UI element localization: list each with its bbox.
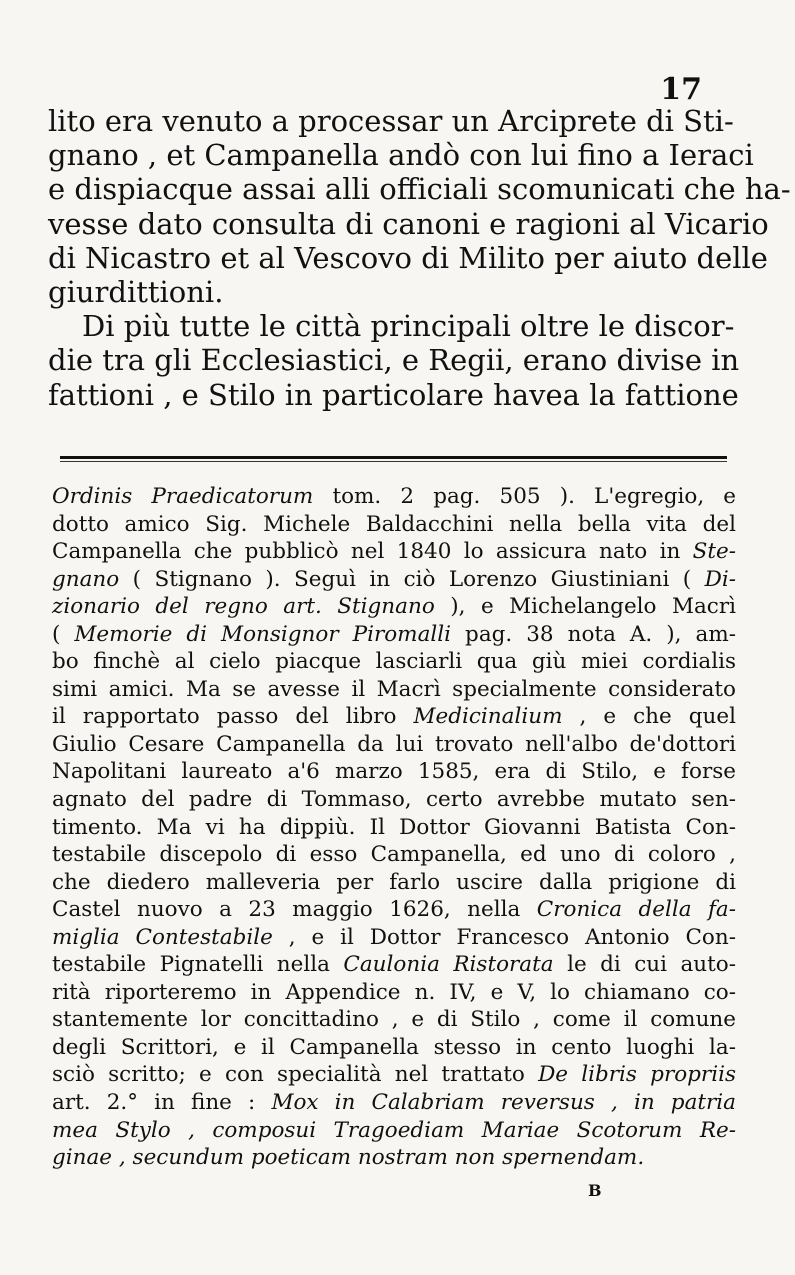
footnote-line [52,1144,736,1172]
footnote-line: degli Scrittori, e il Campanella stesso in cento luoghi la- [52,1034,736,1060]
page-number: 17 [660,72,702,107]
footnote-line: testabile discepolo di esso Campanella, ed uno di coloro , [52,842,736,868]
footnote-line: rità riporteremo in Appendice n. IV, e V, lo chiamano co- [52,979,736,1005]
italic-title: De libris propriis [538,1062,736,1088]
footnote-line [52,1061,736,1089]
main-text [48,104,791,412]
footnote-line: che diedero malleveria per farlo uscire dalla prigione di [52,869,736,895]
footnote-line: bo finchè al cielo piacque lasciarli qua giù miei cordialis [52,649,736,675]
italic-title: miglia Contestabile [52,924,273,950]
main-line: di Nicastro et al Vescovo di Milito per aiuto delle [48,240,768,275]
footnote-line [52,566,736,594]
footnote-line [52,483,736,511]
footnote-text: art. 2.° in fine : [52,1090,272,1116]
footnote-text: Campanella che pubblicò nel 1840 lo assicura nato in [52,539,693,565]
footnote-text: , e il Dottor Francesco Antonio Con- [272,924,736,950]
footnote-line [52,703,736,731]
footnote-text: il rapportato passo del libro [52,704,414,730]
footnote-line: simi amici. Ma se avesse il Macrì specialmente considerato [52,676,736,702]
main-line: vesse dato consulta di canoni e ragioni al Vicario [48,206,769,241]
italic-quote: ginae , secundum poeticam nostram non spernendam. [52,1145,645,1171]
footnote-line: dotto amico Sig. Michele Baldacchini nella bella vita del [52,511,736,537]
footnote-line: stantemente lor concittadino , e di Stilo , come il comune [52,1007,736,1033]
italic-title: Memorie di Monsignor Piromalli [74,621,452,647]
main-line: die tra gli Ecclesiastici, e Regii, erano divise in [48,343,740,378]
main-line: fattioni , e Stilo in particolare havea la fattione [48,377,739,412]
italic-title: Medicinalium [413,704,563,730]
footnote-line [52,593,736,621]
footnote [52,483,736,1172]
italic-title: zionario del regno art. Stignano [52,594,435,620]
footnote-line [52,1089,736,1117]
footnote-separator [60,456,727,459]
italic-title: Caulonia Ristorata [343,952,554,978]
main-line: gnano , et Campanella andò con lui fino a Ieraci [48,138,754,173]
signature-mark: B [588,1181,602,1200]
main-line: e dispiacque assai alli officiali scomunicati che ha- [48,172,791,207]
footnote-line [52,1117,736,1145]
footnote-text: le di cui auto- [553,952,736,978]
footnote-line [52,621,736,649]
italic-title: Ste- [692,539,736,565]
italic-title: Ordinis Praedicatorum [52,484,314,509]
italic-title: Mox in Calabriam reversus , in patria [271,1090,736,1116]
italic-title: Cronica della fa- [536,897,736,923]
footnote-text: pag. 38 nota A. ), am- [451,621,736,647]
footnote-text: , e che quel [562,704,736,730]
italic-title: Di- [704,566,736,592]
main-line: Di più tutte le città principali oltre le discor- [82,309,735,344]
footnote-text: sciò scritto; e con specialità nel trattato [52,1062,539,1088]
main-line: lito era venuto a processar un Arciprete di Sti- [48,104,734,138]
footnote-line: Giulio Cesare Campanella da lui trovato nell'albo de'dottori [52,731,736,757]
footnote-text: testabile Pignatelli nella [52,952,344,978]
italic-title: gnano [52,566,120,592]
footnote-text: ( [52,621,75,647]
main-line: giurdittioni. [48,275,224,310]
footnote-line: timento. Ma vi ha dippiù. Il Dottor Giovanni Batista Con- [52,814,736,840]
footnote-line: agnato del padre di Tommaso, certo avrebbe mutato sen- [52,787,736,813]
footnote-line [52,951,736,979]
footnote-line: Napolitani laureato a'6 marzo 1585, era di Stilo, e forse [52,759,736,785]
footnote-line [52,538,736,566]
footnote-line [52,924,736,952]
footnote-text: ), e Michelangelo Macrì [434,594,736,620]
footnote-text: ( Stignano ). Seguì in ciò Lorenzo Giustiniani ( [119,566,705,592]
footnote-separator-thin [60,461,727,462]
footnote-text: tom. 2 pag. 505 ). L'egregio, e [313,484,737,509]
footnote-line [52,896,736,924]
footnote-text: Castel nuovo a 23 maggio 1626, nella [52,897,537,923]
italic-quote: mea Stylo , composui Tragoediam Mariae Scotorum Re- [52,1117,736,1143]
